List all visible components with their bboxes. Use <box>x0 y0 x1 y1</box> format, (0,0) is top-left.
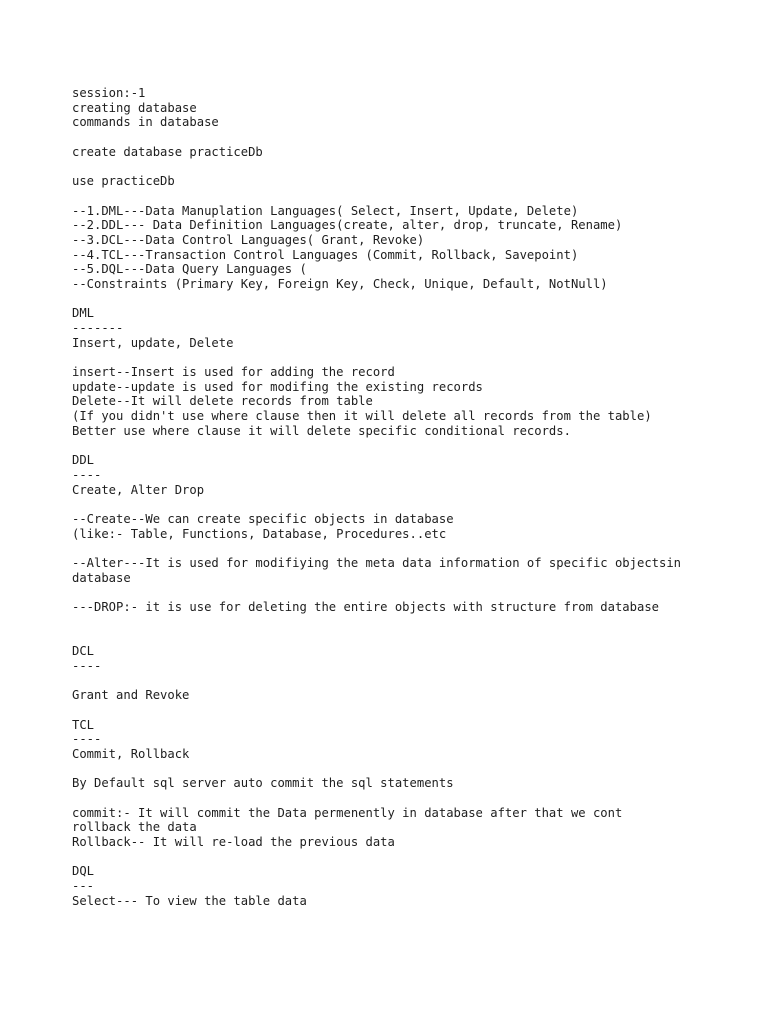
text-line: commit:- It will commit the Data permenently in database after that we cont <box>72 805 623 820</box>
blank-line <box>72 130 732 145</box>
text-line: creating database <box>72 100 197 115</box>
text-line: ---- <box>72 467 102 482</box>
text-line: Create, Alter Drop <box>72 482 205 497</box>
text-line: (like:- Table, Functions, Database, Procedures..etc <box>72 526 447 541</box>
text-line: --Constraints (Primary Key, Foreign Key, Check, Unique, Default, NotNull) <box>72 276 608 291</box>
text-line: session:-1 <box>72 86 146 100</box>
blank-line <box>72 439 732 454</box>
blank-line <box>72 674 732 689</box>
blank-line <box>72 585 732 600</box>
text-line: ---- <box>72 732 102 747</box>
text-line: Delete--It will delete records from table <box>72 394 373 409</box>
blank-line <box>72 850 732 865</box>
blank-line <box>72 762 732 777</box>
text-line: --3.DCL---Data Control Languages( Grant, Revoke) <box>72 232 425 247</box>
blank-line <box>72 615 732 630</box>
text-line: Select--- To view the table data <box>72 893 307 908</box>
blank-line <box>72 292 732 307</box>
text-line: (If you didn't use where clause then it will delete all records from the table) <box>72 409 652 424</box>
text-line: database <box>72 570 131 585</box>
text-line: ---DROP:- it is use for deleting the entire objects with structure from database <box>72 600 659 615</box>
text-line: update--update is used for modifing the existing records <box>72 379 483 394</box>
document-body <box>72 86 732 909</box>
text-line: Commit, Rollback <box>72 746 190 761</box>
text-line: --2.DDL--- Data Definition Languages(create, alter, drop, truncate, Rename) <box>72 218 623 233</box>
text-line: By Default sql server auto commit the sql statements <box>72 776 454 791</box>
text-line: DML <box>72 306 95 321</box>
blank-line <box>72 189 732 204</box>
blank-line <box>72 541 732 556</box>
text-line: rollback the data <box>72 820 197 835</box>
blank-line <box>72 159 732 174</box>
text-line: insert--Insert is used for adding the record <box>72 365 395 380</box>
blank-line <box>72 703 732 718</box>
blank-line <box>72 629 732 644</box>
text-line: --4.TCL---Transaction Control Languages (Commit, Rollback, Savepoint) <box>72 247 579 262</box>
blank-line <box>72 497 732 512</box>
text-line: Better use where clause it will delete specific conditional records. <box>72 423 571 438</box>
text-line: TCL <box>72 717 95 732</box>
blank-line <box>72 791 732 806</box>
text-line: Insert, update, Delete <box>72 335 234 350</box>
text-line: --1.DML---Data Manuplation Languages( Select, Insert, Update, Delete) <box>72 203 579 218</box>
text-line: DDL <box>72 453 95 468</box>
text-line: --Alter---It is used for modifiying the meta data information of specific objectsin <box>72 556 682 570</box>
text-line: use practiceDb <box>72 174 175 189</box>
text-line: --Create--We can create specific objects in database <box>72 511 454 526</box>
text-line: ------- <box>72 321 124 335</box>
text-line: ---- <box>72 658 102 673</box>
text-line: Grant and Revoke <box>72 688 190 703</box>
text-line: DQL <box>72 864 95 879</box>
text-line: commands in database <box>72 115 219 130</box>
text-line: --5.DQL---Data Query Languages ( <box>72 262 307 277</box>
text-line: DCL <box>72 644 95 659</box>
text-line: --- <box>72 879 95 894</box>
text-line: Rollback-- It will re-load the previous data <box>72 835 395 850</box>
text-line: create database practiceDb <box>72 144 263 159</box>
blank-line <box>72 350 732 365</box>
